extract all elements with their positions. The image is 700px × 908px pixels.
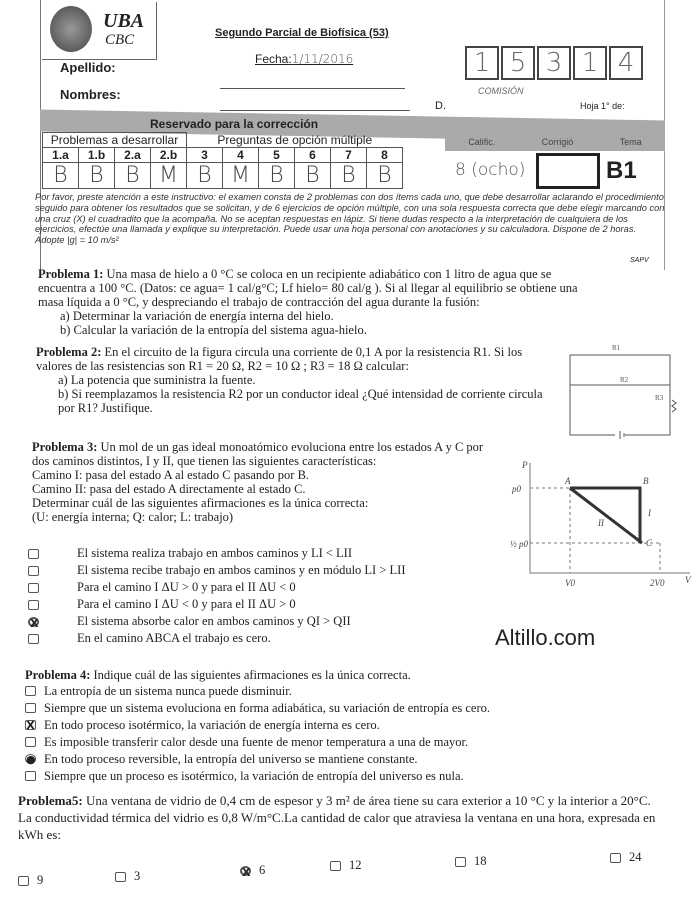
mc-header: Preguntas de opción múltiple <box>217 132 373 147</box>
problem-4 <box>25 668 645 784</box>
problem-3 <box>32 440 502 524</box>
item-a: a) La potencia que suministra la fuente. <box>58 373 256 387</box>
fecha-label: Fecha: <box>255 52 292 66</box>
col-header: 5 <box>259 148 295 163</box>
axis-p: P <box>522 460 528 470</box>
option-text: 12 <box>349 858 362 872</box>
checkbox[interactable] <box>455 857 466 867</box>
pv-diagram <box>510 458 700 593</box>
option-text: En todo proceso reversible, la entropía del universo se mantiene constante. <box>44 751 418 766</box>
item-a: a) Determinar la variación de energía interna del hielo. <box>60 309 334 323</box>
option[interactable] <box>330 857 362 874</box>
tick-2v0: 2V0 <box>650 578 665 588</box>
corrigio-label: Corrigió <box>541 137 574 147</box>
r1-label: R1 <box>612 344 621 352</box>
item-b: b) Si reemplazamos la resistencia R2 por un conductor ideal ¿Qué intensidad de corriente circula por R1? Justifique. <box>58 387 543 415</box>
problem-text: En el circuito de la figura circula una corriente de 0,1 A por la resistencia R1. Si los valores de las resistencias son R1 = 20 Ω, R2 = 10 Ω ; R3 = 18 Ω calcular: <box>36 345 523 373</box>
divider <box>220 88 405 89</box>
problem-text: Una ventana de vidrio de 0,4 cm de espesor y 3 m² de área tiene su cara exterior a 10 °C y la interior a 20°C. La conductividad térmica del vidrio es 0,8 W/m°C.La cantidad de calor que atraviesa la ventana en una hora, expresada en kWh es: <box>18 793 656 842</box>
grade-mark: B <box>43 163 79 189</box>
option-text: Es imposible transferir calor desde una fuente de menor temperatura a una de mayor. <box>44 734 469 749</box>
path-i: I <box>648 508 651 518</box>
checkbox[interactable] <box>28 549 39 559</box>
option-text: En el camino ABCA el trabajo es cero. <box>77 631 271 645</box>
problem-text: Una masa de hielo a 0 °C se coloca en un recipiente adiabático con 1 litro de agua que se encuentra a 100 °C. (Datos: ce agua= 1 cal/g°C; Lf hielo= 80 cal/g ). Si al llegar al equilibrio se obtiene una masa líquida a 0 °C, y despreciando el trabajo de contracción del agua durante la fusión: <box>38 267 578 309</box>
option[interactable] <box>18 872 43 889</box>
checkbox[interactable] <box>28 583 39 593</box>
option-text: 18 <box>474 854 487 868</box>
option[interactable] <box>25 733 645 750</box>
col-header: 2.b <box>151 148 187 163</box>
col-header: 3 <box>187 148 223 163</box>
grade-headers <box>445 137 665 151</box>
checkbox[interactable] <box>115 872 126 882</box>
problem-title: Problema5: <box>18 793 83 808</box>
col-header: 1.b <box>79 148 115 163</box>
problem-title: Problema 3: <box>32 440 98 454</box>
option-text: Para el camino I ΔU < 0 y para el II ΔU > 0 <box>77 597 296 611</box>
path-ii: II <box>598 518 604 528</box>
grade-mark: B <box>187 163 223 189</box>
legend: (U: energía interna; Q: calor; L: trabajo) <box>32 510 234 524</box>
checkbox-scribbled[interactable]: ● <box>26 752 36 766</box>
option[interactable] <box>28 579 405 596</box>
instructions: Por favor, preste atención a este instructivo: el examen consta de 2 problemas con dos ítems cada uno, que debe desarrollar aclarando el procedimiento seguido para obtener los resultados que se solicitan, y de 6 ejercicios de opción múltiple, con una sola respuesta correcta que debe elegir marcando con una cruz (X) el cuadradito que la acompaña. No se aceptan respuestas en lápiz. Si tiene dudas respecto a la interpretación de cualquiera de los ejercicios, efectúe una llamada y explique su interpretación. Puede usar una hoja personal con anotaciones y su calculadora. Dispone de 2 horas. Adopte |g| = 10 m/s² <box>35 192 665 246</box>
checkbox[interactable] <box>28 566 39 576</box>
comision-label: COMISIÓN <box>478 86 524 96</box>
checkbox-checked[interactable]: X <box>242 865 251 879</box>
checkbox[interactable] <box>610 853 621 863</box>
option[interactable] <box>455 853 487 870</box>
correction-title: Reservado para la corrección <box>150 117 319 131</box>
tick-half-p0: ½ p0 <box>510 539 528 549</box>
grade-mark: B <box>331 163 367 189</box>
grading-table <box>42 132 403 189</box>
option[interactable] <box>25 767 645 784</box>
problem-5 <box>18 792 658 843</box>
p3-options <box>28 545 405 647</box>
logo-text: UBA <box>103 10 145 32</box>
col-header: 6 <box>295 148 331 163</box>
option-text: El sistema absorbe calor en ambos caminos y QI > QII <box>77 614 351 628</box>
checkbox[interactable] <box>25 771 36 781</box>
checkbox[interactable] <box>330 861 341 871</box>
problem-title: Problema 1: <box>38 267 104 281</box>
grade-mark: M <box>151 163 187 189</box>
problem-text: Indique cuál de las siguientes afirmaciones es la única correcta. <box>93 668 411 682</box>
col-header: 8 <box>367 148 403 163</box>
option-text: Siempre que un proceso es isotérmico, la variación de entropía del universo es nula. <box>44 768 464 783</box>
hoja-label: Hoja 1° de: <box>580 101 625 111</box>
watermark: Altillo.com <box>495 625 596 650</box>
r2-label: R2 <box>620 376 629 384</box>
checkbox[interactable] <box>25 737 36 747</box>
grade-mark: M <box>223 163 259 189</box>
problem-1 <box>38 267 598 337</box>
uba-seal-icon <box>50 6 92 52</box>
tema-label: Tema <box>619 137 642 147</box>
grade-mark: B <box>259 163 295 189</box>
option-text: 9 <box>37 873 44 887</box>
circuit-diagram <box>560 340 680 440</box>
checkbox-checked[interactable]: X <box>26 718 35 732</box>
col-header: 7 <box>331 148 367 163</box>
checkbox[interactable] <box>25 703 36 713</box>
axis-v: V <box>685 575 691 585</box>
option-text: La entropía de un sistema nunca puede disminuir. <box>44 683 292 698</box>
option-text: Siempre que un sistema evoluciona en forma adiabática, su variación de entropía es cero. <box>44 700 491 715</box>
question: Determinar cuál de las siguientes afirmaciones es la única correcta: <box>32 496 369 510</box>
apellido-label: Apellido: <box>60 60 116 75</box>
option[interactable] <box>28 630 405 647</box>
option[interactable] <box>28 545 405 562</box>
point-b: B <box>643 476 649 486</box>
fecha-value: 1/11/2016 <box>291 52 354 66</box>
grade-mark: B <box>295 163 331 189</box>
item-b: b) Calcular la variación de la entropía del sistema agua-hielo. <box>60 323 367 337</box>
problem-text: Un mol de un gas ideal monoatómico evoluciona entre los estados A y C por dos caminos distintos, I y II, que tienen las siguientes características: <box>32 440 484 468</box>
fecha-field <box>255 52 353 66</box>
calif-label: Calific. <box>468 137 496 147</box>
col-header: 1.a <box>43 148 79 163</box>
option-text: En todo proceso isotérmico, la variación de energía interna es cero. <box>44 717 380 732</box>
id-digit: 4 <box>609 46 643 80</box>
id-digits <box>465 46 643 80</box>
option[interactable] <box>115 868 140 885</box>
option[interactable] <box>28 562 405 579</box>
id-digit: 1 <box>573 46 607 80</box>
sapv-mark: SAPV <box>630 257 649 264</box>
d-label: D. <box>435 100 446 112</box>
option-text: 6 <box>259 863 266 877</box>
option[interactable] <box>240 862 265 879</box>
tick-v0: V0 <box>565 578 575 588</box>
checkbox[interactable] <box>25 686 36 696</box>
option[interactable] <box>25 682 645 699</box>
checkbox-checked[interactable]: X <box>30 616 39 630</box>
corrigio-box <box>536 153 600 189</box>
grade-mark: B <box>79 163 115 189</box>
option[interactable] <box>28 596 405 613</box>
problem-title: Problema 2: <box>36 345 102 359</box>
option-text: El sistema recibe trabajo en ambos caminos y en módulo LI > LII <box>77 563 406 577</box>
option-text: El sistema realiza trabajo en ambos caminos y LI < LII <box>77 546 353 560</box>
id-digit: 1 <box>465 46 499 80</box>
logo-sub: CBC <box>105 32 135 48</box>
divider <box>220 110 410 111</box>
option[interactable] <box>28 613 405 630</box>
tema-value: B1 <box>606 157 637 184</box>
option-text: 3 <box>134 869 141 883</box>
option[interactable] <box>25 750 645 767</box>
col-header: 4 <box>223 148 259 163</box>
calif-value: 8 (ocho) <box>455 160 526 180</box>
id-digit: 5 <box>501 46 535 80</box>
checkbox[interactable] <box>28 600 39 610</box>
option-text: 24 <box>629 850 642 864</box>
r3-label: R3 <box>655 394 664 402</box>
problem-2 <box>36 345 556 415</box>
point-c: C <box>646 538 653 548</box>
option[interactable] <box>25 716 645 733</box>
nombres-label: Nombres: <box>60 87 121 102</box>
grade-mark: B <box>367 163 403 189</box>
exam-title: Segundo Parcial de Biofísica (53) <box>215 27 389 39</box>
point-a: A <box>565 476 571 486</box>
tick-p0: p0 <box>512 484 521 494</box>
path-2: Camino II: pasa del estado A directamente al estado C. <box>32 482 306 496</box>
grade-mark: B <box>115 163 151 189</box>
checkbox[interactable] <box>18 876 29 886</box>
id-digit: 3 <box>537 46 571 80</box>
option-text: Para el camino I ΔU > 0 y para el II ΔU < 0 <box>77 580 296 594</box>
problems-header: Problemas a desarrollar <box>43 133 187 148</box>
option[interactable] <box>610 849 642 866</box>
option[interactable] <box>25 699 645 716</box>
col-header: 2.a <box>115 148 151 163</box>
problem-title: Problema 4: <box>25 668 91 682</box>
path-1: Camino I: pasa del estado A al estado C pasando por B. <box>32 468 310 482</box>
checkbox[interactable] <box>28 634 39 644</box>
